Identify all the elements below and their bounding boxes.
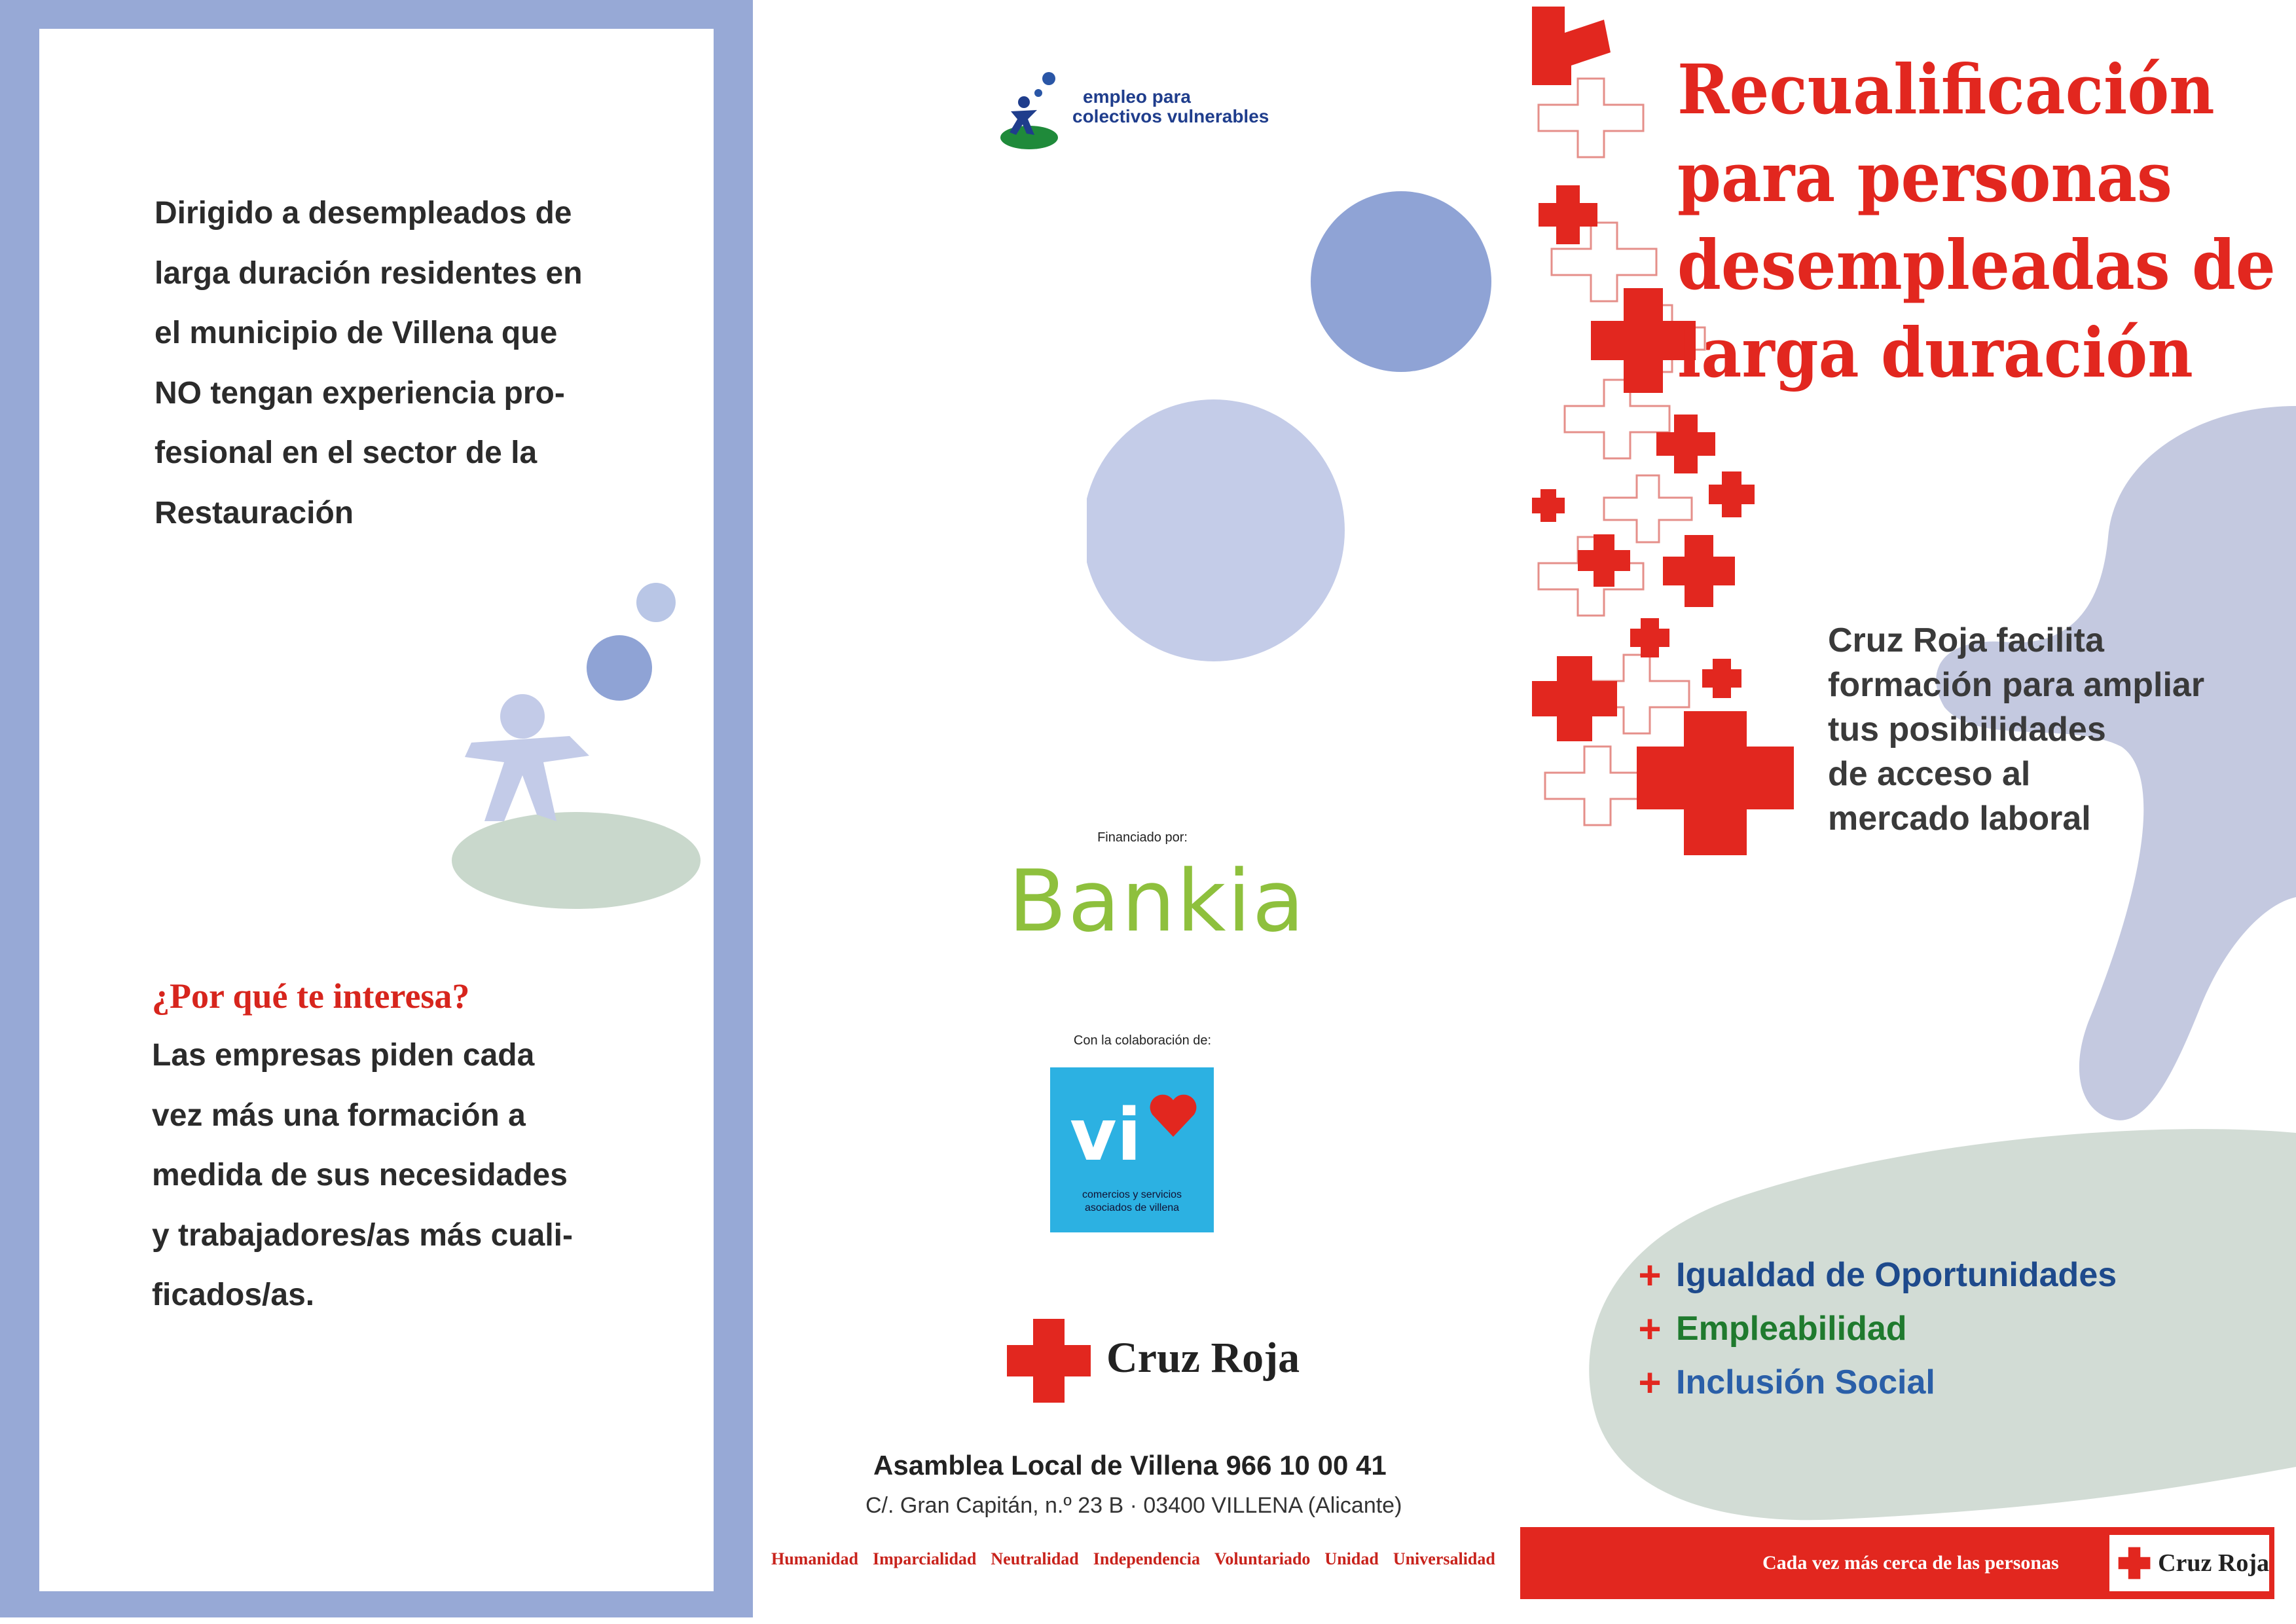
why-heading: ¿Por qué te interesa? [152,976,470,1016]
value-item [1635,1248,2117,1302]
main-title [1677,46,2276,397]
value-label: Inclusión Social [1676,1363,1935,1401]
why-line: medida de sus necesidades [152,1158,568,1192]
figure-illustration [406,546,707,939]
footer-bar [1520,1527,2274,1599]
upper-gear-icon [1311,191,1491,372]
audience-line: Restauración [155,495,354,530]
person-figure-icon [465,694,589,821]
audience-line: NO tengan experiencia pro- [155,375,565,411]
value-label: Igualdad de Oportunidades [1676,1256,2117,1294]
principle-item: Unidad [1324,1549,1379,1568]
program-logo [998,64,1325,162]
subtitle-line: formación para ampliar [1828,666,2205,704]
plus-icon: + [1638,1253,1662,1297]
values-list [1635,1248,2117,1409]
value-item [1635,1356,2117,1409]
principles-row [771,1549,1495,1569]
principle-item: Imparcialidad [872,1549,977,1568]
audience-line: el municipio de Villena que [155,316,558,350]
subtitle-line: de acceso al [1828,755,2031,793]
program-person-icon [998,64,1070,156]
vi-logo-text: vi [1070,1093,1142,1177]
subtitle-text [1828,618,2204,841]
why-line: Las empresas piden cada [152,1038,535,1073]
vi-caption-line2: asociados de villena [1084,1202,1180,1213]
slogan: Cada vez más cerca de las personas [1762,1552,2059,1574]
title-line: para personas [1677,137,2172,217]
red-cross-icon [1003,1315,1095,1407]
principle-item: Universalidad [1393,1549,1495,1568]
subtitle-line: tus posibilidades [1828,710,2106,748]
footer-cruz-roja-logo [2109,1535,2269,1591]
address: C/. Gran Capitán, n.º 23 B · 03400 VILLENA (Alicante) [866,1493,1402,1518]
audience-line: fesional en el sector de la [155,435,538,470]
small-gear-icon [636,583,676,622]
why-line: ficados/as. [152,1278,315,1312]
green-blob-shape [452,812,701,909]
audience-line: Dirigido a desempleados de [155,196,572,231]
red-cross-icon [2117,1543,2151,1583]
bankia-logo: Bankia [1008,851,1306,951]
title-line: desempleadas de [1677,225,2276,305]
audience-text [155,183,583,543]
title-line: Recualificación [1677,49,2215,130]
value-label: Empleabilidad [1676,1310,1907,1348]
assembly-contact: Asamblea Local de Villena 966 10 00 41 [873,1450,1387,1481]
program-logo-line1: empleo para [1083,86,1191,107]
title-line: larga duración [1677,312,2193,393]
gears-decoration [1087,183,1506,688]
why-line: y trabajadores/as más cuali- [152,1217,573,1253]
subtitle-line: mercado laboral [1828,800,2091,838]
why-line: vez más una formación a [152,1098,526,1133]
principle-item: Voluntariado [1214,1549,1311,1568]
program-logo-line2: colectivos vulnerables [1072,106,1269,126]
plus-icon: + [1638,1360,1662,1405]
vi-caption-line1: comercios y servicios [1082,1189,1182,1200]
funded-by-label: Financiado por: [1097,830,1188,845]
cruz-roja-logo-label: Cruz Roja [1106,1334,1300,1382]
value-item [1635,1302,2117,1356]
subtitle-line: Cruz Roja facilita [1828,621,2104,659]
collaboration-label: Con la colaboración de: [1073,1033,1212,1048]
left-panel [39,29,714,1591]
medium-gear-icon [587,635,652,701]
why-text [152,1025,573,1325]
vi-collaborator-logo [1050,1067,1214,1232]
principle-item: Independencia [1093,1549,1200,1568]
heart-icon [1147,1090,1199,1142]
audience-line: larga duración residentes en [155,255,583,291]
lower-gear-icon [1087,399,1345,661]
plus-icon: + [1638,1306,1662,1351]
principle-item: Humanidad [771,1549,858,1568]
footer-logo-text: Cruz Roja [2158,1549,2269,1577]
principle-item: Neutralidad [991,1549,1079,1568]
